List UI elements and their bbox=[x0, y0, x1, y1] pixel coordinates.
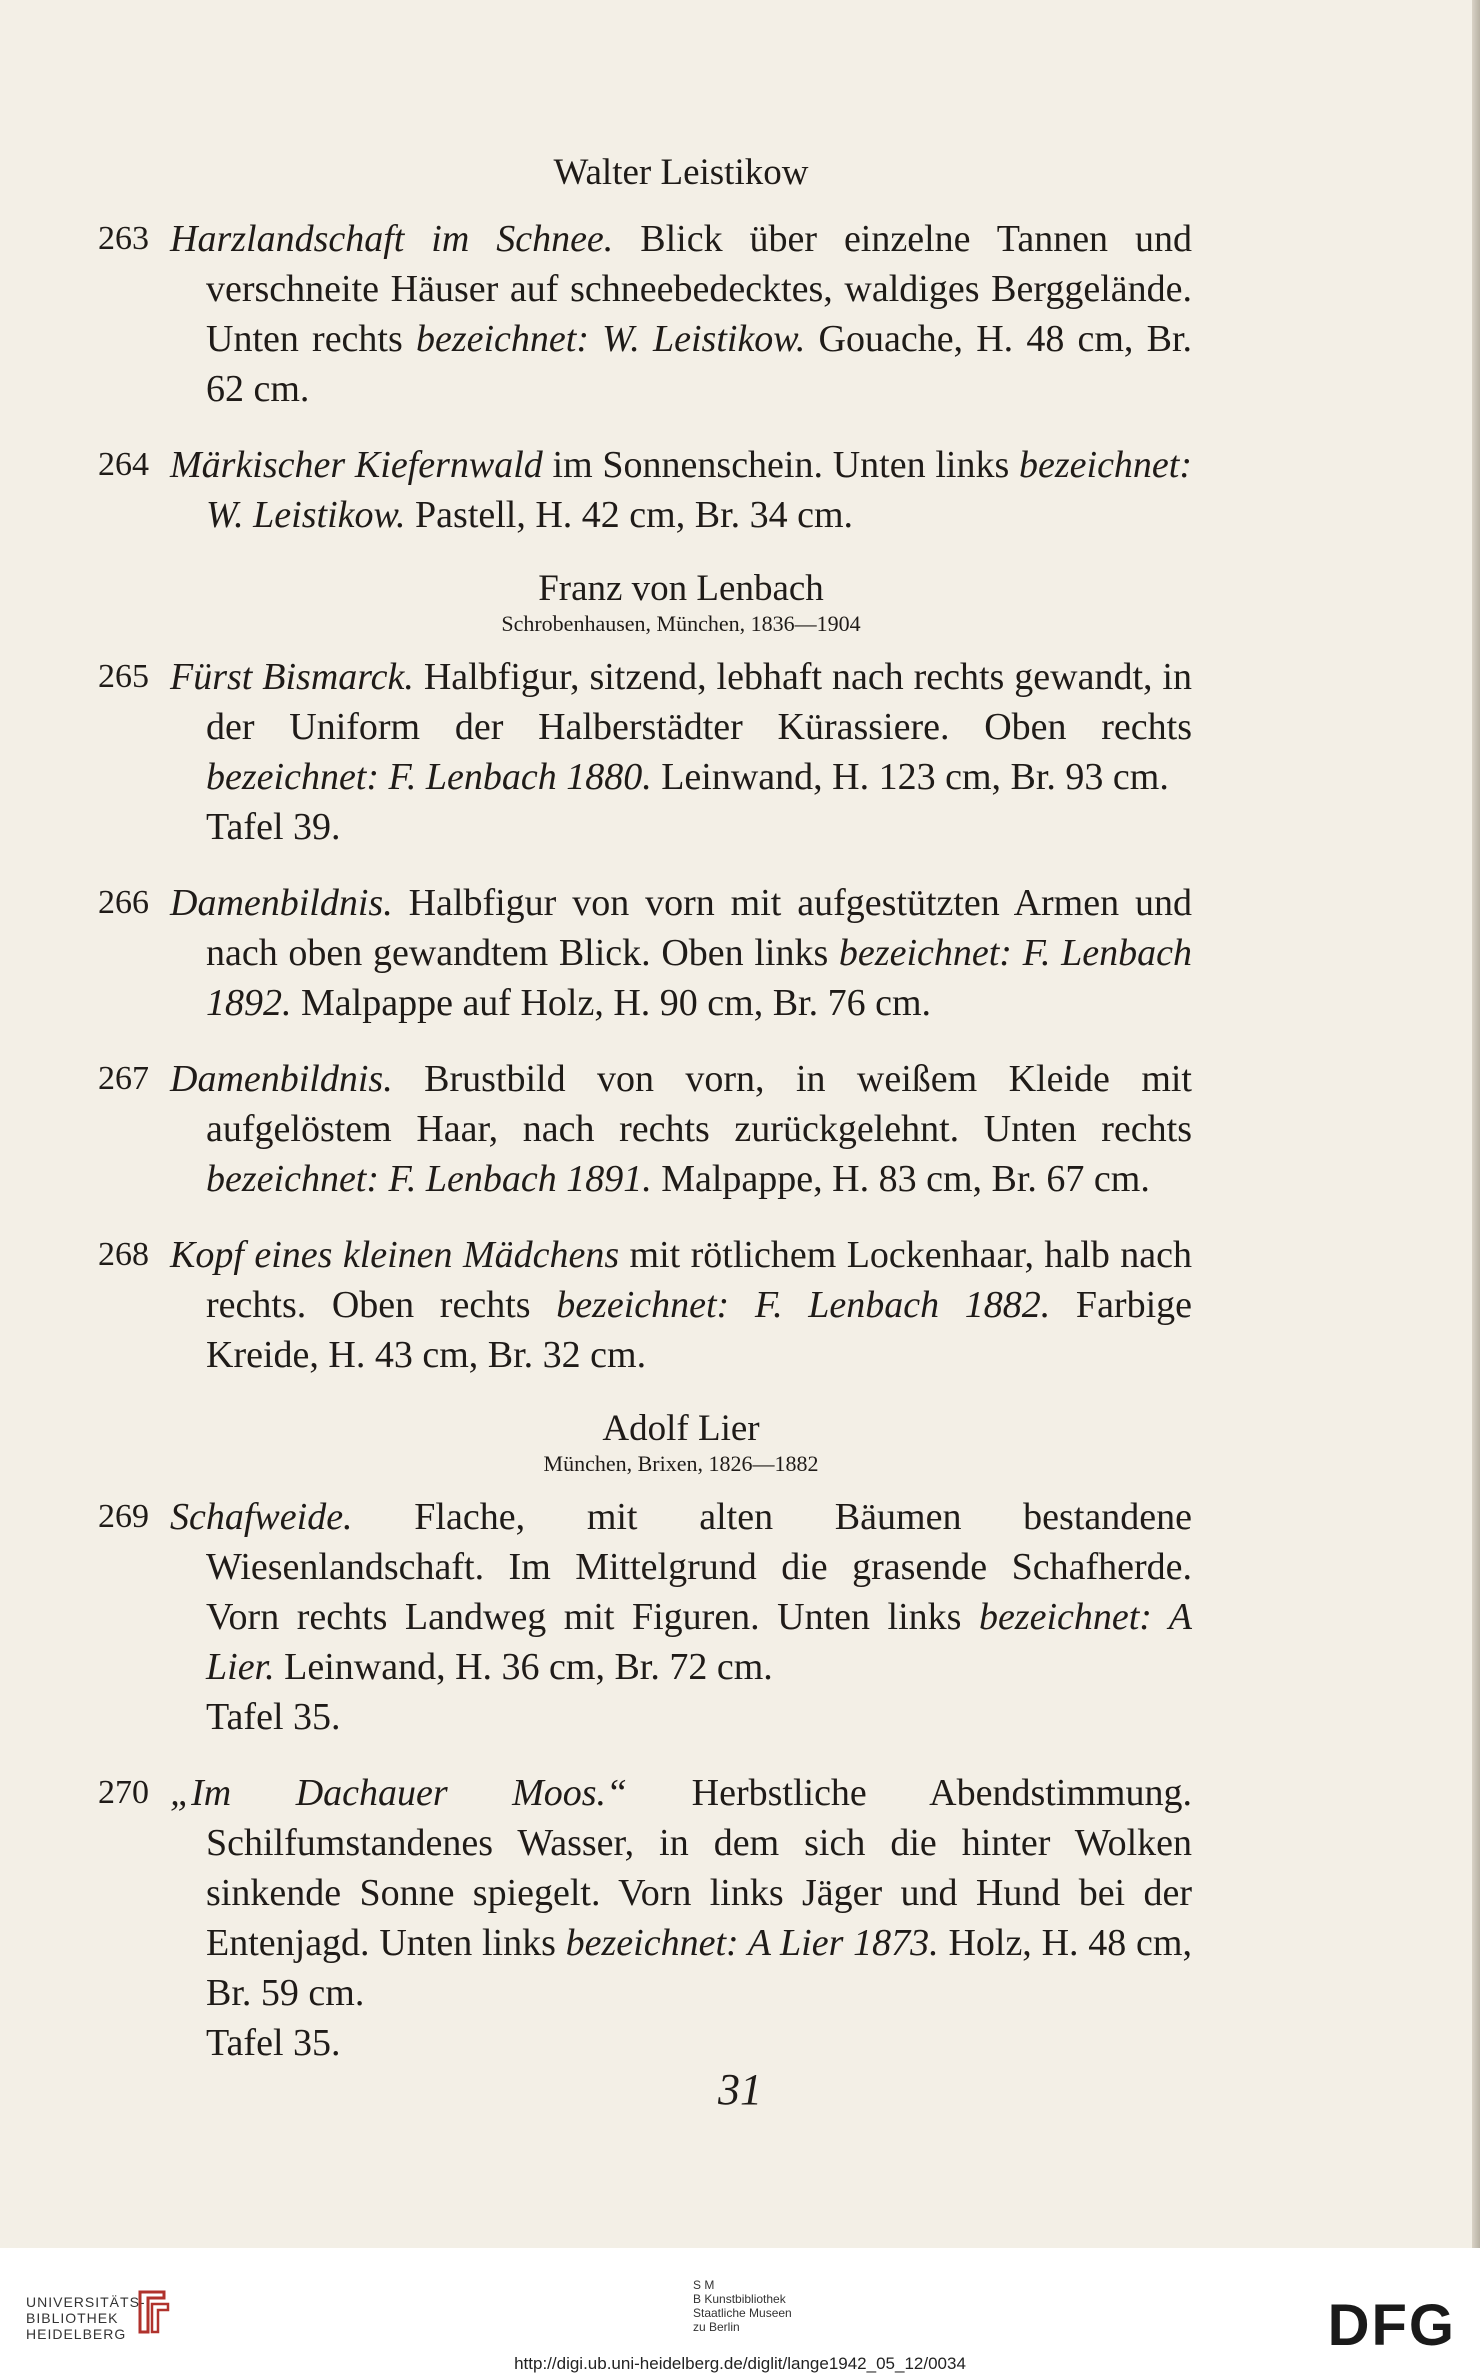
catalog-entry bbox=[98, 1230, 1193, 1380]
entry-italic-text: bezeichnet: A Lier. bbox=[206, 1596, 1192, 1688]
entry-italic-text: Damenbildnis. bbox=[170, 882, 393, 924]
library-line: B Kunstbibliothek bbox=[693, 2292, 786, 2306]
catalog-entry bbox=[98, 878, 1192, 1028]
entry-plain-text: Blick über einzelne Tannen und verschneite Häuser auf schneebedecktes, waldiges Berggelände. Unten rechts bbox=[206, 218, 1192, 360]
page-number: 31 bbox=[718, 2065, 762, 2114]
entry-number: 267 bbox=[98, 1060, 149, 1097]
entry-text bbox=[170, 218, 1192, 410]
entry-italic-text: bezeichnet: F. Lenbach 1880. bbox=[206, 756, 652, 798]
entry-italic-text: bezeichnet: A Lier 1873. bbox=[565, 1922, 939, 1964]
entry-text bbox=[170, 1234, 1192, 1376]
entry-number: 265 bbox=[98, 658, 149, 695]
entry-plain-text: Flache, mit alten Bäumen bestandene Wiesenlandschaft. Im Mittelgrund die grasende Schafherde. Vorn rechts Landweg mit Figuren. Unten links bbox=[206, 1496, 1192, 1638]
catalog-content bbox=[98, 150, 1193, 2094]
entry-italic-text: Damenbildnis. bbox=[170, 1058, 393, 1100]
library-line: S M bbox=[693, 2278, 715, 2292]
artist-dates: Schrobenhausen, München, 1836—1904 bbox=[501, 611, 861, 636]
entry-italic-text: Harzlandschaft im Schnee. bbox=[170, 218, 614, 260]
artist-heading: Franz von Lenbach bbox=[538, 568, 824, 609]
entry-italic-text: bezeichnet: F. Lenbach 1892. bbox=[206, 932, 1192, 1024]
entry-plain-text: Herbstliche Abendstimmung. Schilfumstandenes Wasser, in dem sich die hinter Wolken sinkende Sonne spiegelt. Vorn links Jäger und Hund bei der Entenjagd. Unten links bbox=[206, 1772, 1192, 1964]
plate-reference: Tafel 35. bbox=[206, 2022, 341, 2064]
plate-reference: Tafel 39. bbox=[206, 806, 341, 848]
entry-plain-text: Farbige Kreide, H. 43 cm, Br. 32 cm. bbox=[206, 1284, 1193, 1376]
catalog-entry bbox=[98, 1492, 1192, 1742]
page-edge bbox=[1472, 0, 1480, 2248]
entry-text bbox=[170, 444, 1192, 536]
catalog-entry bbox=[98, 440, 1193, 540]
entry-number: 263 bbox=[98, 220, 149, 257]
university-line: HEIDELBERG bbox=[26, 2326, 127, 2342]
entry-plain-text: Halbfigur, sitzend, lebhaft nach rechts gewandt, in der Uniform der Halberstädter Kürassiere. Oben rechts bbox=[206, 656, 1192, 748]
entry-italic-text: bezeichnet: F. Lenbach 1891. bbox=[206, 1158, 652, 1200]
university-library-name bbox=[26, 2294, 146, 2342]
entry-plain-text: Brustbild von vorn, in weißem Kleide mit aufgelöstem Haar, nach rechts zurückgelehnt. Unten rechts bbox=[206, 1058, 1192, 1150]
entry-text bbox=[170, 1496, 1192, 1688]
plate-reference: Tafel 35. bbox=[206, 1696, 341, 1738]
entry-plain-text: Pastell, H. 42 cm, Br. 34 cm. bbox=[405, 494, 854, 536]
viewer-footer bbox=[0, 2248, 1480, 2377]
entry-plain-text: Halbfigur von vorn mit aufgestützten Armen und nach oben gewandtem Blick. Oben links bbox=[206, 882, 1192, 974]
entry-plain-text: im Sonnenschein. Unten links bbox=[542, 444, 1019, 486]
entry-text bbox=[170, 882, 1192, 1024]
entry-text bbox=[170, 1772, 1192, 2014]
artist-dates: München, Brixen, 1826—1882 bbox=[543, 1451, 819, 1476]
library-line: zu Berlin bbox=[693, 2320, 740, 2334]
entry-number: 270 bbox=[98, 1774, 149, 1811]
entry-italic-text: „Im Dachauer Moos.“ bbox=[170, 1772, 628, 1814]
entry-italic-text: Kopf eines kleinen Mädchens bbox=[170, 1234, 620, 1276]
entry-number: 269 bbox=[98, 1498, 149, 1535]
dfg-logo: DFG bbox=[1327, 2293, 1456, 2358]
entry-plain-text: Malpappe auf Holz, H. 90 cm, Br. 76 cm. bbox=[291, 982, 932, 1024]
catalog-entry bbox=[98, 214, 1193, 414]
entry-italic-text: bezeichnet: W. Leistikow. bbox=[206, 444, 1193, 536]
catalog-entry bbox=[98, 1768, 1192, 2068]
entry-italic-text: bezeichnet: W. Leistikow. bbox=[415, 318, 806, 360]
entry-number: 268 bbox=[98, 1236, 149, 1273]
entry-plain-text: Holz, H. 48 cm, Br. 59 cm. bbox=[206, 1922, 1192, 2014]
entry-number: 266 bbox=[98, 884, 149, 921]
entry-plain-text: mit rötlichem Lockenhaar, halb nach rechts. Oben rechts bbox=[206, 1234, 1192, 1326]
entry-text bbox=[170, 1058, 1192, 1200]
catalog-entry bbox=[98, 652, 1192, 852]
university-line: BIBLIOTHEK bbox=[26, 2310, 119, 2326]
entry-italic-text: Fürst Bismarck. bbox=[170, 656, 414, 698]
entry-plain-text: Leinwand, H. 36 cm, Br. 72 cm. bbox=[274, 1646, 773, 1688]
entry-plain-text: Malpappe, H. 83 cm, Br. 67 cm. bbox=[651, 1158, 1150, 1200]
library-line: Staatliche Museen bbox=[693, 2306, 792, 2320]
permalink-url[interactable]: http://digi.ub.uni-heidelberg.de/diglit/lange1942_05_12/0034 bbox=[514, 2354, 966, 2373]
university-line: UNIVERSITÄTS- bbox=[26, 2294, 146, 2310]
entry-italic-text: Schafweide. bbox=[170, 1496, 353, 1538]
entry-plain-text: Leinwand, H. 123 cm, Br. 93 cm. bbox=[651, 756, 1169, 798]
entry-text bbox=[170, 656, 1192, 798]
catalog-entry bbox=[98, 1054, 1192, 1204]
university-logo-icon bbox=[134, 2288, 174, 2338]
artist-heading: Adolf Lier bbox=[602, 1408, 760, 1449]
artist-heading: Walter Leistikow bbox=[553, 152, 809, 193]
kunstbibliothek-label bbox=[693, 2278, 792, 2334]
entry-italic-text: Märkischer Kiefernwald bbox=[170, 444, 543, 486]
entry-italic-text: bezeichnet: F. Lenbach 1882. bbox=[556, 1284, 1051, 1326]
entry-plain-text: Gouache, H. 48 cm, Br. 62 cm. bbox=[206, 318, 1193, 410]
entry-number: 264 bbox=[98, 446, 149, 483]
